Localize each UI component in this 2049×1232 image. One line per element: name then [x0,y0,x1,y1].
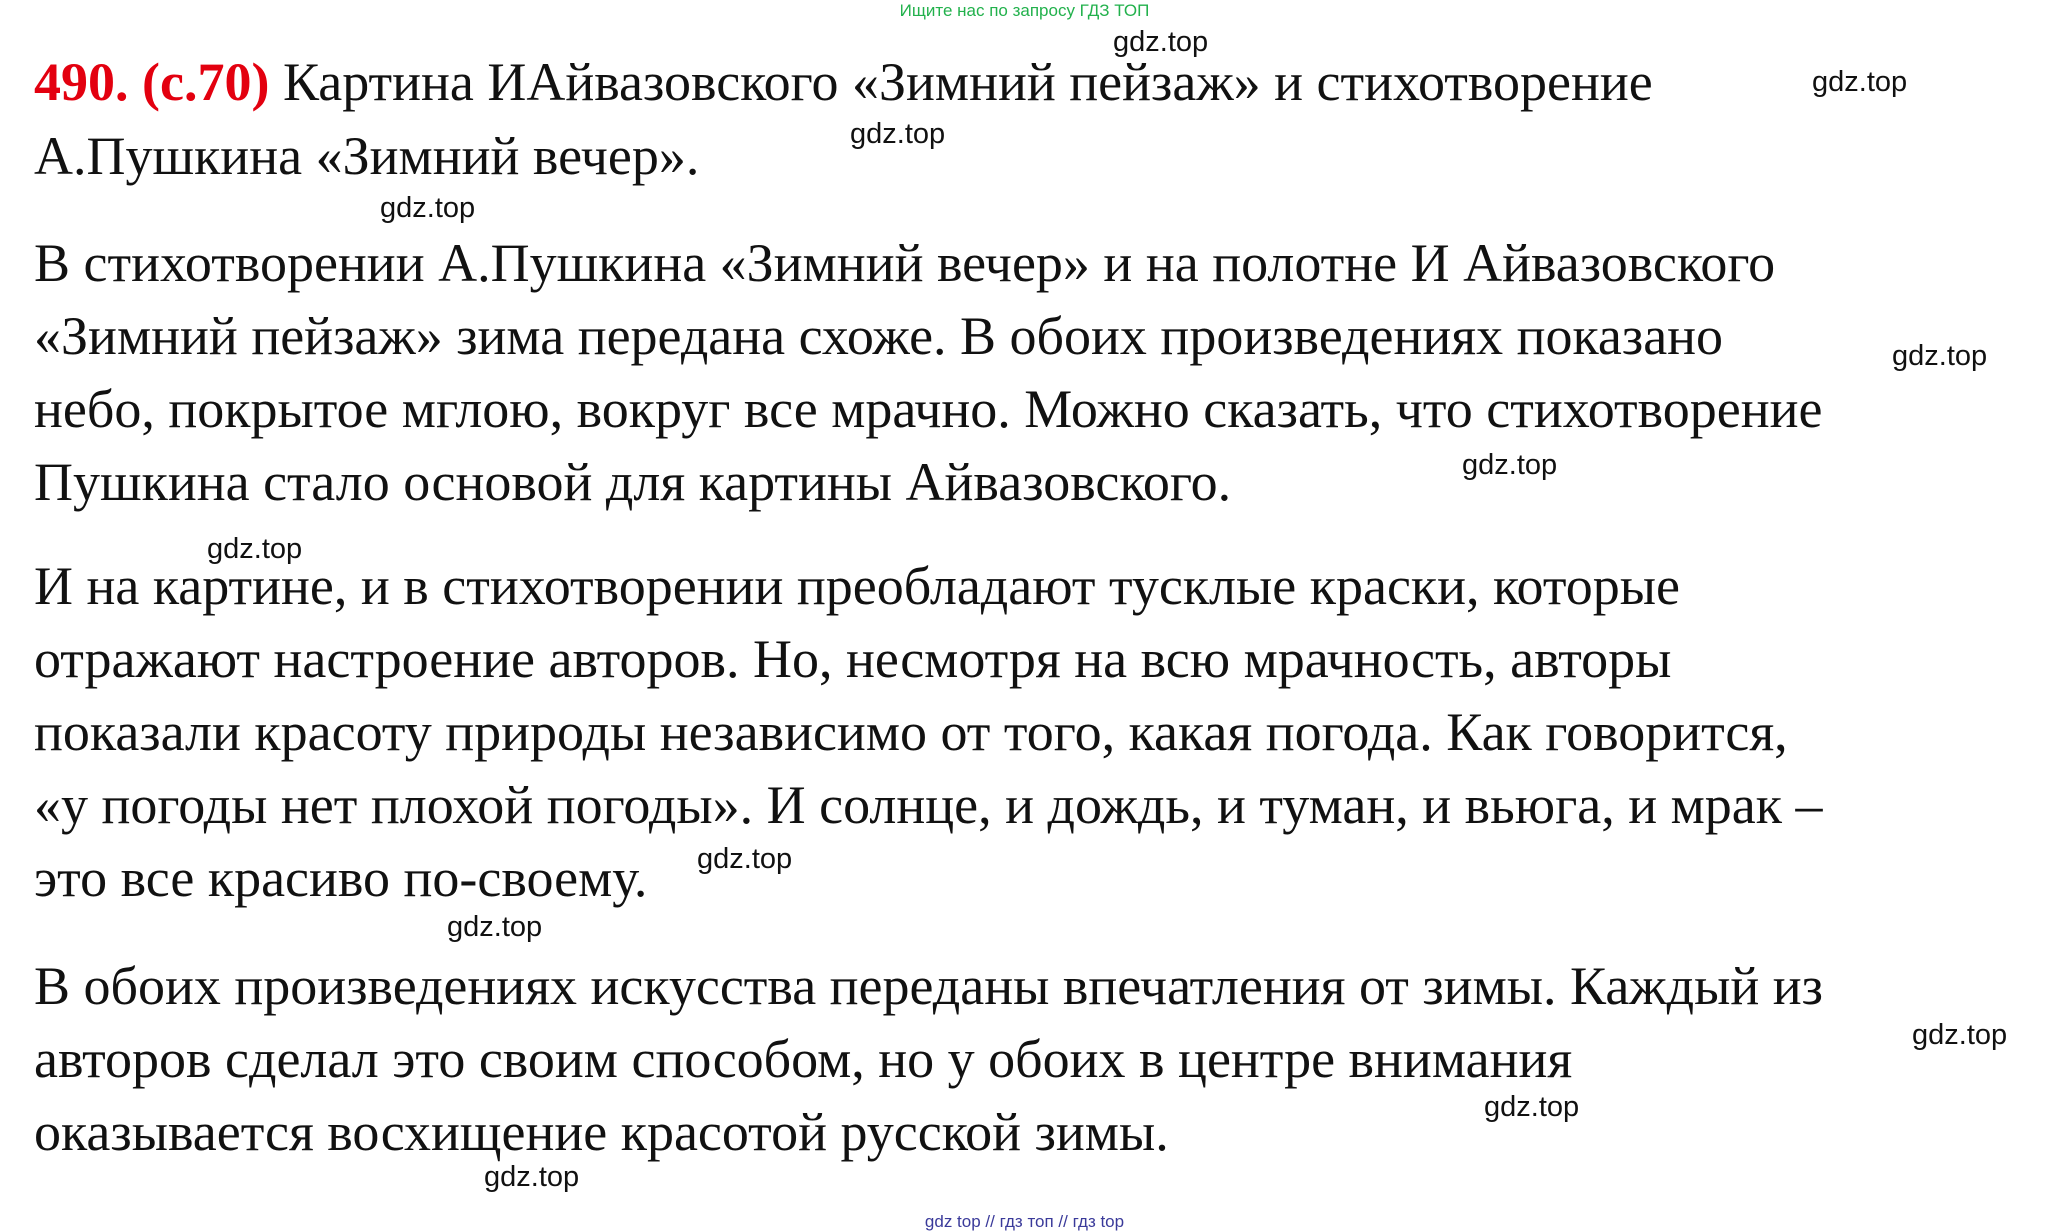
paragraph-2-line: «у погоды нет плохой погоды». И солнце, и дождь, и туман, и вьюга, и мрак – [34,775,1823,835]
watermark: gdz.top [207,533,303,565]
top-banner: Ищите нас по запросу ГДЗ ТОП [899,1,1150,20]
watermark: gdz.top [1892,340,1988,372]
watermark: gdz.top [1912,1019,2008,1051]
task-number: 490. (с.70) [34,52,270,112]
paragraph-3-line: В обоих произведениях искусства переданы впечатления от зимы. Каждый из [34,956,1823,1016]
watermark: gdz.top [447,911,543,943]
paragraph-1-line: В стихотворении А.Пушкина «Зимний вечер» и на полотне И Айвазовского [34,233,1776,293]
paragraph-3-line: авторов сделал это своим способом, но у обоих в центре внимания [34,1029,1573,1089]
footer-watermark: gdz top // гдз топ // гдз top [924,1212,1125,1231]
paragraph-2-line: отражают настроение авторов. Но, несмотря на всю мрачность, авторы [34,629,1672,689]
watermark: gdz.top [1113,26,1209,58]
watermark: gdz.top [850,118,946,150]
paragraph-3-line: оказывается восхищение красотой русской зимы. [34,1102,1169,1162]
watermark: gdz.top [1484,1091,1580,1123]
task-title: Картина ИАйвазовского «Зимний пейзаж» и стихотворение [282,52,1653,112]
watermark: gdz.top [484,1161,580,1193]
paragraph-1-line: Пушкина стало основой для картины Айвазовского. [34,452,1232,512]
watermark: gdz.top [697,843,793,875]
task-title-continued: А.Пушкина «Зимний вечер». [34,126,700,186]
paragraph-1-line: «Зимний пейзаж» зима передана схоже. В обоих произведениях показано [34,306,1724,366]
paragraph-2-line: это все красиво по-своему. [34,848,648,908]
paragraph-2-line: показали красоту природы независимо от того, какая погода. Как говорится, [34,702,1788,762]
watermark: gdz.top [380,192,476,224]
paragraph-1-line: небо, покрытое мглою, вокруг все мрачно. Можно сказать, что стихотворение [34,379,1823,439]
paragraph-2-line: И на картине, и в стихотворении преобладают тусклые краски, которые [34,556,1680,616]
watermark: gdz.top [1462,449,1558,481]
task-heading [34,52,1653,112]
watermark: gdz.top [1812,66,1908,98]
